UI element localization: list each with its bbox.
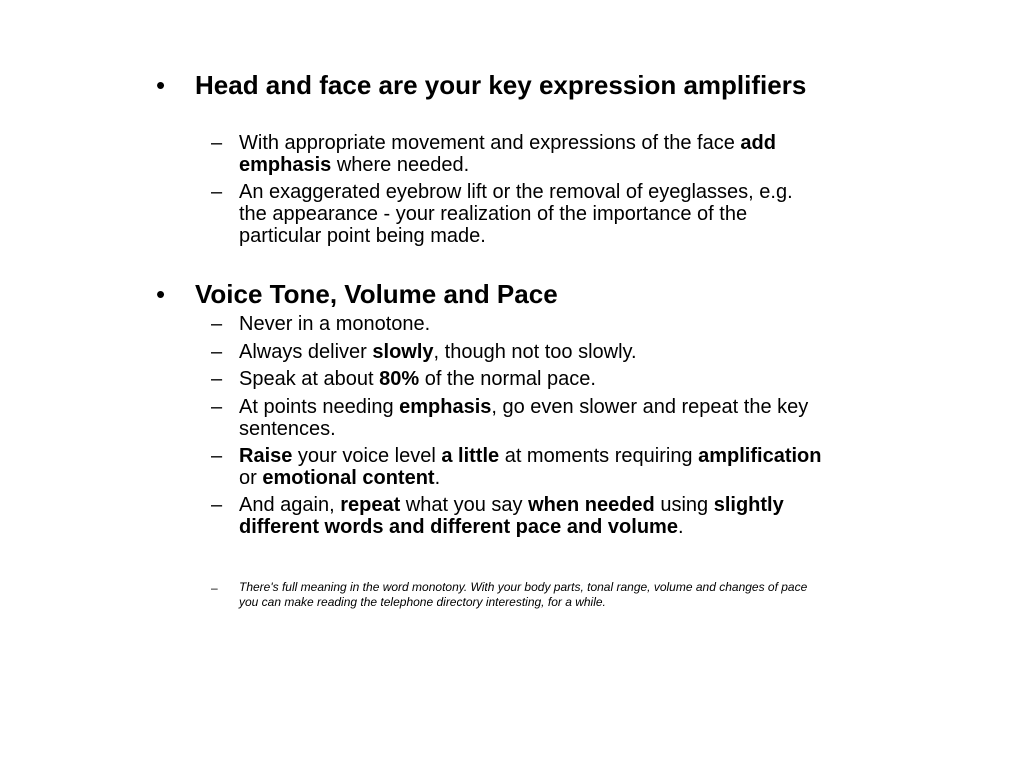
- bold-text-run: repeat: [340, 494, 401, 516]
- text-run: Always deliver: [239, 341, 373, 363]
- text-run: At points needing: [239, 396, 400, 418]
- dash-marker: –: [211, 341, 223, 363]
- bold-text-run: when needed: [528, 494, 655, 516]
- bold-text-run: emphasis: [399, 396, 492, 418]
- bold-text-run: slowly: [372, 341, 434, 363]
- text-run: at moments requiring: [499, 445, 699, 467]
- text-run: , though not too slowly.: [433, 341, 637, 363]
- dash-marker: –: [211, 581, 218, 595]
- text-run: what you say: [400, 494, 529, 516]
- text-run: using: [654, 494, 714, 516]
- text-run: of the normal pace.: [419, 368, 596, 390]
- sub-item-face-emphasis: [239, 132, 824, 176]
- dash-marker: –: [211, 494, 223, 516]
- sub-item-raise-voice: [239, 445, 824, 489]
- bold-text-run: amplification: [698, 445, 822, 467]
- sub-item-slowly: [239, 341, 824, 363]
- sub-item-monotone: [239, 313, 824, 335]
- section-heading-head-face: Head and face are your key expression amplifiers: [195, 70, 807, 100]
- dash-marker: –: [211, 181, 223, 203]
- text-run: An exaggerated eyebrow lift or the removal of eyeglasses, e.g. the appearance - your realization of the importance of the particular point being made.: [239, 181, 793, 247]
- bold-text-run: add emphasis: [239, 132, 776, 176]
- sub-item-pace: [239, 368, 824, 390]
- sub-item-repeat: [239, 494, 824, 538]
- text-run: where needed.: [331, 154, 470, 176]
- text-run: or: [239, 467, 263, 489]
- bold-text-run: slightly different words and different pace and volume: [239, 494, 784, 538]
- section-heading-voice: Voice Tone, Volume and Pace: [195, 279, 558, 309]
- bold-text-run: emotional content: [262, 467, 435, 489]
- dash-marker: –: [211, 313, 223, 335]
- footnote: There's full meaning in the word monotony. With your body parts, tonal range, volume and changes of pace you can make reading the telephone directory interesting, for a while.: [239, 580, 808, 609]
- text-run: And again,: [239, 494, 341, 516]
- text-run: Speak at about: [239, 368, 380, 390]
- text-run: With appropriate movement and expressions of the face: [239, 132, 741, 154]
- text-run: Never in a monotone.: [239, 313, 431, 335]
- dash-marker: –: [211, 368, 223, 390]
- text-run: .: [434, 467, 441, 489]
- dash-marker: –: [211, 132, 223, 154]
- dash-marker: –: [211, 445, 223, 467]
- sub-item-eyebrow-lift: [239, 181, 824, 247]
- text-run: your voice level: [292, 445, 442, 467]
- sub-item-emphasis: [239, 396, 824, 440]
- text-run: .: [677, 516, 684, 538]
- bold-text-run: a little: [441, 445, 500, 467]
- text-run: , go even slower and repeat the key sentences.: [239, 396, 809, 440]
- dash-marker: –: [211, 396, 223, 418]
- bold-text-run: Raise: [239, 445, 293, 467]
- bold-text-run: 80%: [379, 368, 420, 390]
- slide: • Head and face are your key expression amplifiers – With appropriate movement and expressions of the face add emphasis where needed. – An exaggerated eyebrow lift or the removal of eyeglasses, e.g. the appearance - your realization of the importance of the particular point being made. • Voice Tone, Volume and Pace – Never in a monotone. – Always deliver slowly, though not too slowly. – Speak at about 80% of the normal pace. – At points needing emphasis, go even slower and repeat the key sentences. – Raise your voice level a little at moments requiring amplification or emotional content. – And again, repeat what you say when needed using slightly different words and different pace and volume. – There's full meaning in the word monotony. With your body parts, tonal range, volume and changes of pace you can make reading the telephone directory interesting, for a while.: [0, 0, 1024, 768]
